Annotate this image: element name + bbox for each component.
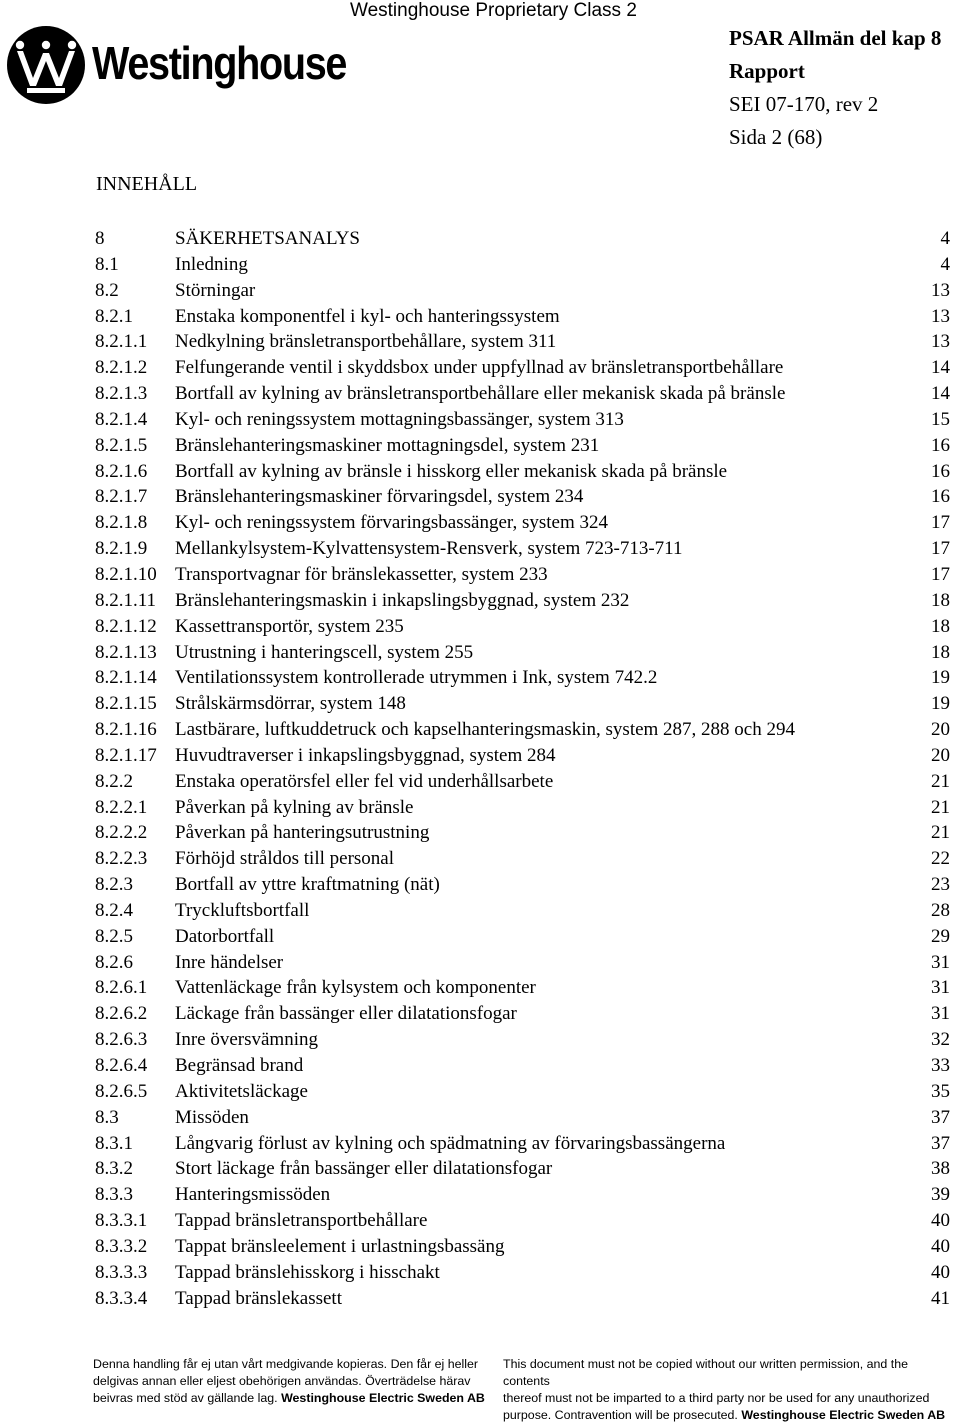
toc-entry-page: 40 [931,1210,950,1232]
toc-entry[interactable] [95,433,950,459]
toc-entry-page: 14 [931,357,950,379]
toc-entry-number: 8.2.1.17 [95,744,157,766]
toc-entry-title: Begränsad brand [175,1055,304,1076]
toc-entry-number: 8.2.1.10 [95,563,157,585]
toc-entry-page: 37 [931,1132,950,1154]
toc-entry[interactable] [95,304,950,330]
toc-entry-number: 8.3.2 [95,1158,133,1180]
toc-entry[interactable] [95,1234,950,1260]
toc-entry[interactable] [95,1105,950,1131]
toc-entry-title: Vattenläckage från kylsystem och komponenter [175,977,536,999]
toc-entry-page: 18 [931,589,950,611]
toc-entry-page: 38 [931,1158,950,1180]
toc-entry[interactable] [95,820,950,846]
toc-entry[interactable] [95,614,950,640]
toc-entry-title: Inre översvämning [175,1029,318,1051]
toc-entry-title: Lastbärare, luftkuddetruck och kapselhanteringsmaskin, system 287, 288 och 294 [175,719,795,741]
toc-entry-page: 17 [931,512,950,534]
toc-entry-title: Bortfall av yttre kraftmatning (nät) [175,874,440,896]
toc-entry[interactable] [95,769,950,795]
toc-entry-number: 8.2.1.3 [95,383,148,405]
toc-entry-title: Läckage från bassänger eller dilatationsfogar [175,1003,517,1025]
toc-entry-title: Huvudtraverser i inkapslingsbyggnad, system 284 [175,744,556,766]
toc-entry-title: Störningar [175,279,256,301]
toc-entry-number: 8.2.1.15 [95,693,157,715]
toc-entry-page: 20 [931,744,950,766]
toc-entry-number: 8.2.6.1 [95,977,148,999]
toc-entry-number: 8.3.3.4 [95,1287,148,1309]
toc-entry[interactable] [95,588,950,614]
toc-entry[interactable] [95,1053,950,1079]
toc-entry-title: Felfungerande ventil i skyddsbox under uppfyllnad av bränsletransportbehållare [175,357,784,379]
toc-entry-title: Bortfall av kylning av bränsletransportbehållare eller mekanisk skada på bränsle [175,383,786,405]
toc-entry-number: 8.2.1.13 [95,641,157,663]
toc-entry-title: Utrustning i hanteringscell, system 255 [175,641,474,663]
toc-entry-number: 8.2.5 [95,925,133,947]
toc-entry-title: Kyl- och reningssystem mottagningsbassänger, system 313 [175,408,624,430]
toc-entry-page: 23 [931,874,950,896]
footer-notice-swedish [93,1356,493,1407]
doc-reference: SEI 07-170, rev 2 [729,92,879,116]
toc-entry-number: 8.2.2.2 [95,822,148,844]
toc-entry-number: 8.2.1.12 [95,615,157,637]
toc-entry[interactable] [95,665,950,691]
toc-entry-number: 8.2.1.9 [95,538,148,560]
toc-entry-page: 31 [931,977,950,999]
toc-entry-number: 8.2.1 [95,305,133,327]
toc-entry-title: Påverkan på kylning av bränsle [175,796,414,818]
toc-entry-number: 8.2.4 [95,899,133,921]
toc-entry-number: 8.2.3 [95,874,133,896]
toc-entry-page: 20 [931,719,950,741]
toc-entry[interactable] [95,459,950,485]
toc-entry-title: Inre händelser [175,951,284,973]
toc-entry-page: 13 [931,331,950,353]
toc-entry-number: 8.3.1 [95,1132,133,1154]
toc-entry-page: 21 [931,770,950,792]
toc-entry[interactable] [95,1182,950,1208]
toc-entry-title: Ventilationssystem kontrollerade utrymmen i Ink, system 742.2 [175,667,658,689]
toc-entry[interactable] [95,872,950,898]
toc-entry[interactable] [95,691,950,717]
toc-entry-title: Förhöjd stråldos till personal [175,848,395,870]
toc-entry[interactable] [95,795,950,821]
toc-entry-page: 31 [931,951,950,973]
toc-entry[interactable] [95,407,950,433]
toc-entry[interactable] [95,484,950,510]
toc-entry-number: 8.2.1.8 [95,512,148,534]
toc-entry[interactable] [95,562,950,588]
toc-entry-page: 32 [931,1029,950,1051]
toc-entry-number: 8.2.2.1 [95,796,148,818]
toc-entry[interactable] [95,640,950,666]
toc-entry-title: Bränslehanteringsmaskiner förvaringsdel, system 234 [175,486,584,508]
toc-entry-number: 8.1 [95,253,119,275]
table-of-contents [95,226,950,1311]
toc-entry-title: Tappad bränslekassett [175,1287,342,1309]
footer-notice-english [503,1356,953,1424]
toc-entry-title: Långvarig förlust av kylning och spädmatning av förvaringsbassängerna [175,1132,726,1154]
doc-title: PSAR Allmän del kap 8 [729,26,942,50]
toc-entry-number: 8.2.2 [95,770,133,792]
toc-entry[interactable] [95,355,950,381]
toc-entry[interactable] [95,1001,950,1027]
toc-entry[interactable] [95,898,950,924]
toc-entry-title: SÄKERHETSANALYS [175,228,360,249]
toc-entry-number: 8.2.1.1 [95,331,148,353]
toc-entry-title: Kassettransportör, system 235 [175,615,404,637]
toc-entry-page: 18 [931,615,950,637]
toc-entry-page: 4 [940,228,950,249]
toc-entry-number: 8.2.6 [95,951,133,973]
toc-entry-number: 8.3.3.1 [95,1210,148,1232]
toc-entry-number: 8.2.6.5 [95,1080,148,1102]
toc-entry-page: 13 [931,279,950,301]
toc-entry-title: Tappad bränsletransportbehållare [175,1210,428,1232]
footer-company: Westinghouse Electric Sweden AB [281,1391,485,1405]
footer-left-text: beivras med stöd av gällande lag. [93,1391,278,1405]
toc-entry-title: Tryckluftsbortfall [175,899,310,921]
toc-entry-number: 8.3.3 [95,1184,133,1206]
toc-entry[interactable] [95,924,950,950]
toc-entry-number: 8.3.3.3 [95,1261,148,1283]
toc-entry-page: 37 [931,1106,950,1128]
toc-entry-number: 8.3 [95,1106,119,1128]
footer-right-line: thereof must not be imparted to a third party nor be used for any unauthorized [503,1391,930,1405]
toc-entry-page: 15 [931,408,950,430]
toc-entry[interactable] [95,1131,950,1157]
toc-entry-number: 8.2.6.2 [95,1003,148,1025]
toc-entry[interactable] [95,1260,950,1286]
toc-entry-page: 16 [931,460,950,482]
toc-entry-page: 41 [931,1287,950,1309]
toc-entry[interactable] [95,1208,950,1234]
page-indicator: Sida 2 (68) [729,125,823,149]
toc-entry-number: 8.2 [95,279,119,301]
toc-entry-number: 8 [95,228,105,249]
toc-entry-number: 8.2.1.5 [95,434,148,456]
toc-entry-title: Strålskärmsdörrar, system 148 [175,693,406,715]
toc-entry-page: 14 [931,383,950,405]
toc-entry[interactable] [95,329,950,355]
toc-entry[interactable] [95,950,950,976]
toc-entry-page: 35 [931,1080,950,1102]
toc-entry[interactable] [95,381,950,407]
toc-entry-page: 17 [931,563,950,585]
footer-right-text: purpose. Contravention will be prosecuted. [503,1408,738,1422]
toc-entry-title: Tappad bränslehisskorg i hisschakt [175,1261,440,1283]
footer-right-line: This document must not be copied without our written permission, and the contents [503,1357,908,1388]
footer-left-line [93,1390,493,1407]
toc-entry-page: 4 [940,253,950,275]
toc-title: INNEHÅLL [96,173,198,195]
toc-entry-title: Stort läckage från bassänger eller dilatationsfogar [175,1158,553,1180]
toc-entry-page: 13 [931,305,950,327]
doc-type: Rapport [729,59,805,83]
footer-left-line: delgivas annan eller eljest obehörigen användas. Överträdelse härav [93,1374,471,1388]
toc-entry[interactable] [95,1027,950,1053]
footer-left-line: Denna handling får ej utan vårt medgivande kopieras. Den får ej heller [93,1357,479,1371]
toc-entry[interactable] [95,1156,950,1182]
toc-entry-title: Påverkan på hanteringsutrustning [175,822,430,844]
toc-entry-number: 8.2.6.3 [95,1029,148,1051]
toc-entry-page: 19 [931,693,950,715]
toc-entry-number: 8.2.1.4 [95,408,148,430]
toc-entry-title: Transportvagnar för bränslekassetter, system 233 [175,563,548,585]
toc-entry[interactable] [95,226,950,252]
toc-entry-title: Mellankylsystem-Kylvattensystem-Rensverk, system 723-713-711 [175,538,683,560]
toc-entry[interactable] [95,510,950,536]
westinghouse-circle-w-icon [5,24,87,106]
toc-entry[interactable] [95,1079,950,1105]
toc-entry[interactable] [95,252,950,278]
toc-entry-number: 8.2.2.3 [95,848,148,870]
toc-entry-number: 8.2.1.2 [95,357,148,379]
toc-entry-page: 31 [931,1003,950,1025]
footer-right-line [503,1407,953,1424]
toc-entry-number: 8.3.3.2 [95,1235,148,1257]
toc-entry-page: 18 [931,641,950,663]
footer-company: Westinghouse Electric Sweden AB [741,1408,946,1422]
toc-entry[interactable] [95,536,950,562]
toc-entry-number: 8.2.1.14 [95,667,157,689]
toc-entry-page: 22 [931,848,950,870]
toc-entry-title: Bränslehanteringsmaskin i inkapslingsbyggnad, system 232 [175,589,630,611]
toc-entry-page: 29 [931,925,950,947]
brand-wordmark: Westinghouse [92,37,347,89]
toc-entry-number: 8.2.1.7 [95,486,148,508]
toc-entry-number: 8.2.1.11 [95,589,157,611]
toc-entry[interactable] [95,278,950,304]
toc-entry[interactable] [95,717,950,743]
toc-entry[interactable] [95,743,950,769]
toc-entry-number: 8.2.6.4 [95,1055,148,1076]
toc-entry-page: 21 [931,822,950,844]
toc-entry-title: Bortfall av kylning av bränsle i hisskorg eller mekanisk skada på bränsle [175,460,728,482]
toc-entry-title: Aktivitetsläckage [175,1080,308,1102]
toc-entry-title: Hanteringsmissöden [175,1184,331,1206]
toc-entry-number: 8.2.1.6 [95,460,148,482]
toc-entry-page: 40 [931,1261,950,1283]
toc-entry-page: 19 [931,667,950,689]
toc-entry-page: 33 [931,1055,950,1076]
toc-entry-page: 28 [931,899,950,921]
toc-entry-page: 39 [931,1184,950,1206]
toc-entry-number: 8.2.1.16 [95,719,157,741]
toc-entry-title: Enstaka komponentfel i kyl- och hanteringssystem [175,305,560,327]
toc-entry[interactable] [95,1286,950,1312]
toc-entry-page: 21 [931,796,950,818]
toc-entry-page: 16 [931,434,950,456]
toc-entry-title: Bränslehanteringsmaskiner mottagningsdel, system 231 [175,434,600,456]
document-header [729,22,941,154]
toc-entry[interactable] [95,846,950,872]
toc-entry-title: Kyl- och reningssystem förvaringsbassänger, system 324 [175,512,608,534]
toc-entry-title: Inledning [175,253,248,275]
toc-entry-title: Enstaka operatörsfel eller fel vid underhållsarbete [175,770,554,792]
toc-entry-page: 16 [931,486,950,508]
toc-entry-title: Missöden [175,1106,249,1128]
toc-entry-page: 17 [931,538,950,560]
toc-entry[interactable] [95,975,950,1001]
toc-entry-title: Tappat bränsleelement i urlastningsbassäng [175,1235,505,1257]
toc-entry-title: Datorbortfall [175,925,275,947]
toc-entry-page: 40 [931,1235,950,1257]
toc-entry-title: Nedkylning bränsletransportbehållare, system 311 [175,331,557,353]
classification-label: Westinghouse Proprietary Class 2 [350,0,637,21]
